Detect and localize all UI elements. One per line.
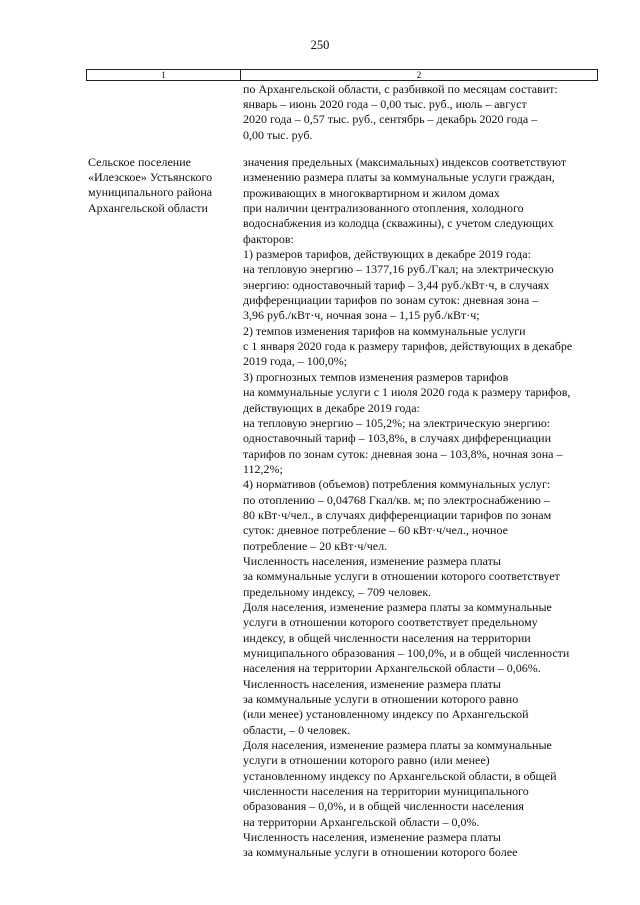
column-number-1: 1 <box>87 70 241 80</box>
text-line: на коммунальные услуги с 1 июля 2020 года к размеру тарифов, <box>243 385 571 400</box>
text-line: услуги в отношении которого соответствует предельному <box>243 615 538 630</box>
text-line: образования – 0,0%, и в общей численности населения <box>243 799 524 814</box>
text-line: 3,96 руб./кВт·ч, ночная зона – 1,15 руб./кВт·ч; <box>243 308 480 323</box>
label-line: Архангельской области <box>88 200 208 215</box>
text-line: населения на территории Архангельской области – 0,06%. <box>243 661 541 676</box>
text-line: 0,00 тыс. руб. <box>243 127 313 142</box>
text-line: изменению размера платы за коммунальные услуги граждан, <box>243 170 555 185</box>
text-line: проживающих в многоквартирном и жилом домах <box>243 185 500 200</box>
continuation-text <box>243 82 595 143</box>
text-line: численности населения на территории муниципального <box>243 784 529 799</box>
text-line: с 1 января 2020 года к размеру тарифов, действующих в декабре <box>243 339 573 354</box>
text-line: 112,2%; <box>243 461 283 476</box>
text-line: 2020 года – 0,57 тыс. руб., сентябрь – декабрь 2020 года – <box>243 112 538 127</box>
text-line: Численность населения, изменение размера платы <box>243 830 501 845</box>
text-line: дифференциации тарифов по зонам суток: дневная зона – <box>243 293 539 308</box>
text-line: водоснабжения из колодца (скважины), с учетом следующих <box>243 216 554 231</box>
text-line: на территории Архангельской области – 0,0%. <box>243 814 480 829</box>
text-line: услуги в отношении которого равно (или менее) <box>243 753 490 768</box>
page-number: 250 <box>310 38 330 52</box>
text-line: на тепловую энергию – 1377,16 руб./Гкал; на электрическую <box>243 262 554 277</box>
text-line: 3) прогнозных темпов изменения размеров тарифов <box>243 369 509 384</box>
text-line: 2019 года, – 100,0%; <box>243 354 348 369</box>
text-line: Доля населения, изменение размера платы за коммунальные <box>243 738 552 753</box>
text-line: 4) нормативов (объемов) потребления коммунальных услуг: <box>243 477 551 492</box>
label-line: муниципального района <box>88 185 213 200</box>
text-line: за коммунальные услуги в отношении которого равно <box>243 692 519 707</box>
text-line: при наличии централизованного отопления, холодного <box>243 201 524 216</box>
indices-description <box>243 155 599 861</box>
text-line: Численность населения, изменение размера платы <box>243 553 501 568</box>
text-line: (или менее) установленному индексу по Архангельской <box>243 707 529 722</box>
table-column-header <box>86 69 598 81</box>
text-line: одноставочный тариф – 103,8%, в случаях дифференциации <box>243 431 552 446</box>
text-line: по отоплению – 0,04768 Гкал/кв. м; по электроснабжению – <box>243 492 550 507</box>
text-line: на тепловую энергию – 105,2%; на электрическую энергию: <box>243 415 551 430</box>
text-line: предельному индексу, – 709 человек. <box>243 584 432 599</box>
text-line: январь – июнь 2020 года – 0,00 тыс. руб., июль – август <box>243 97 527 112</box>
text-line: действующих в декабре 2019 года: <box>243 400 420 415</box>
text-line: потребление – 20 кВт·ч/чел. <box>243 538 388 553</box>
text-line: Численность населения, изменение размера платы <box>243 676 501 691</box>
text-line: индексу, в общей численности населения на территории <box>243 630 531 645</box>
text-line: 1) размеров тарифов, действующих в декабре 2019 года: <box>243 247 531 262</box>
text-line: суток: дневное потребление – 60 кВт·ч/чел., ночное <box>243 523 508 538</box>
text-line: энергию: одноставочный тариф – 3,44 руб./кВт·ч, в случаях <box>243 277 550 292</box>
column-number-2: 2 <box>416 70 422 80</box>
text-line: значения предельных (максимальных) индексов соответствуют <box>243 155 567 169</box>
text-line: за коммунальные услуги в отношении которого соответствует <box>243 569 560 584</box>
label-line: «Илезское» Устьянского <box>88 170 213 185</box>
text-line: тарифов по зонам суток: дневная зона – 103,8%, ночная зона – <box>243 446 563 461</box>
text-line: Доля населения, изменение размера платы за коммунальные <box>243 599 552 614</box>
municipality-name <box>88 155 240 216</box>
text-line: области, – 0 человек. <box>243 722 351 737</box>
text-line: 2) темпов изменения тарифов на коммунальные услуги <box>243 323 526 338</box>
text-line: факторов: <box>243 231 294 246</box>
label-line: Сельское поселение <box>88 155 191 169</box>
text-line: по Архангельской области, с разбивкой по месяцам составит: <box>243 82 558 96</box>
text-line: муниципального образования – 100,0%, и в общей численности <box>243 646 570 660</box>
text-line: 80 кВт·ч/чел., в случаях дифференциации тарифов по зонам <box>243 507 552 522</box>
text-line: установленному индексу по Архангельской области, в общей <box>243 768 557 783</box>
text-line: за коммунальные услуги в отношении которого более <box>243 845 518 860</box>
